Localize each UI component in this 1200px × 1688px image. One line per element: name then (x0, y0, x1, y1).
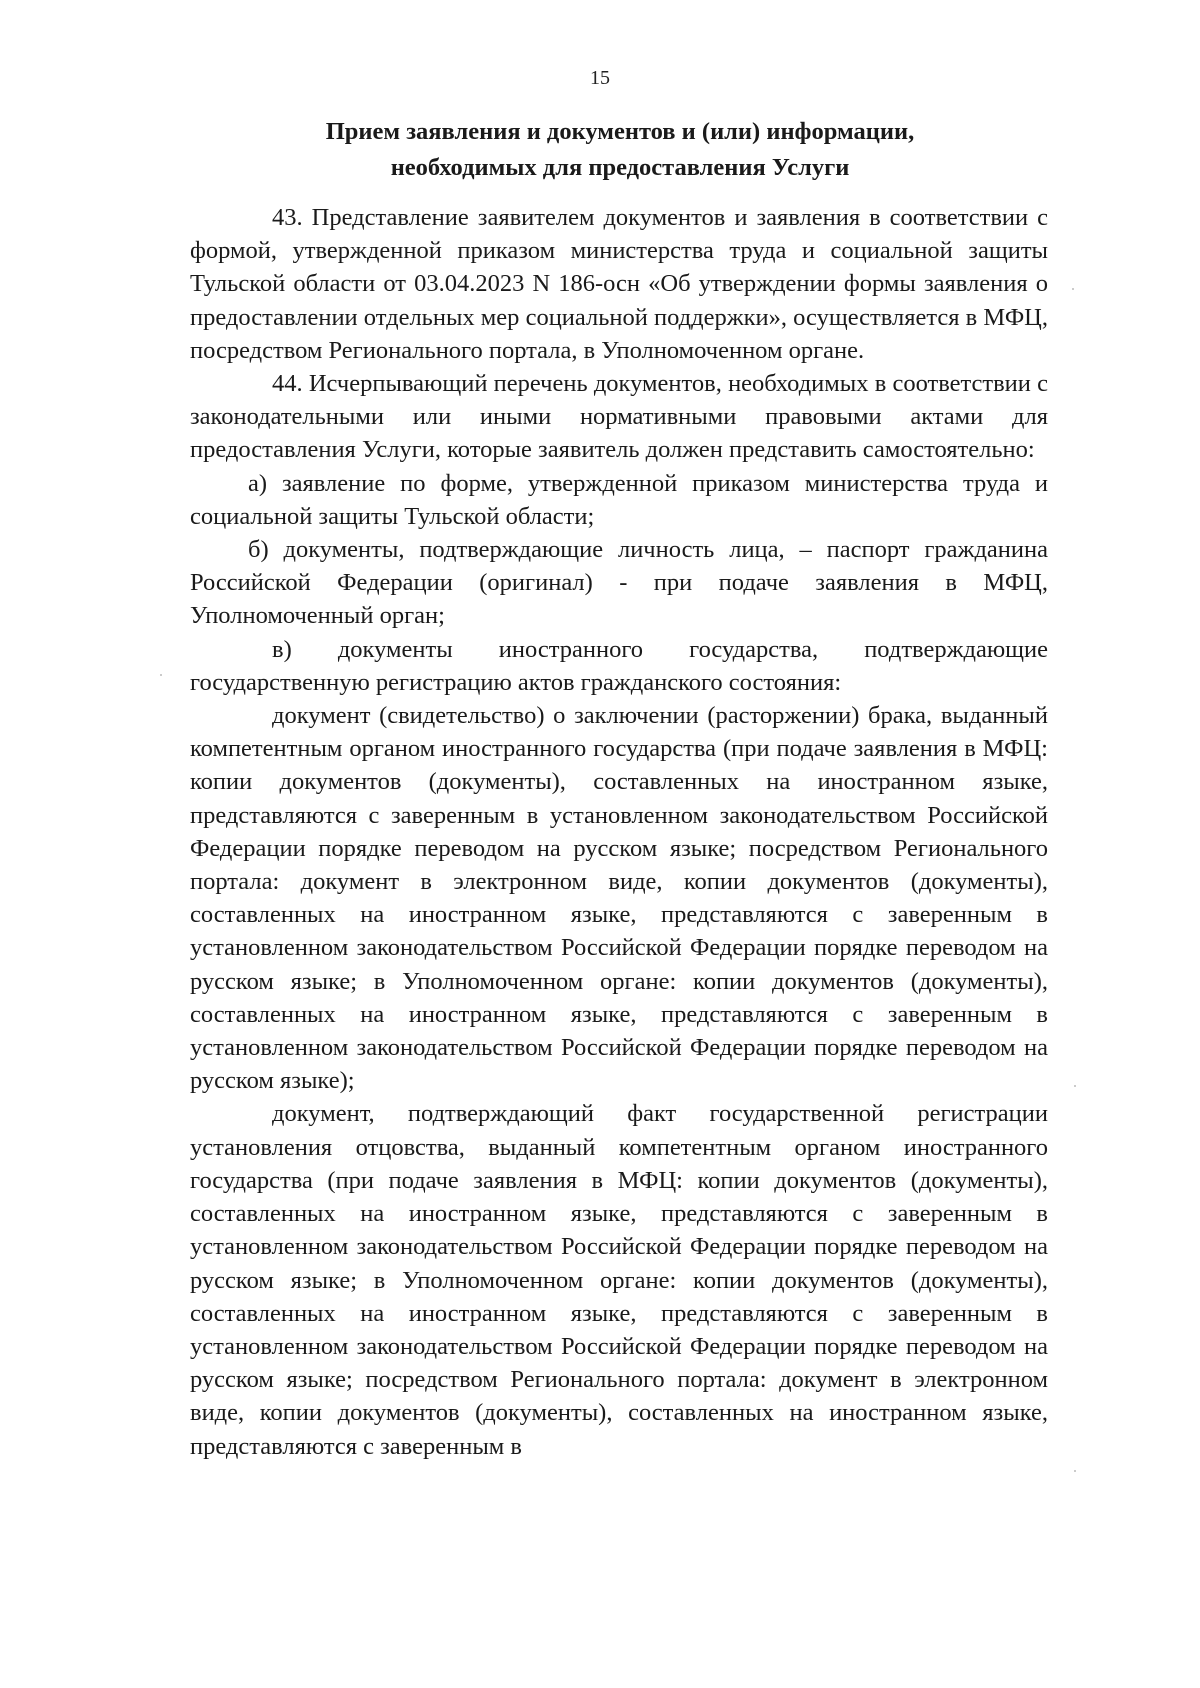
section-heading-line-2: необходимых для предоставления Услуги (390, 154, 850, 181)
scan-artifact (160, 674, 162, 676)
scan-artifact (1074, 1085, 1076, 1087)
list-item-b: б) документы, подтверждающие личность лица, – паспорт гражданина Российской Федерации (оригинал) - при подаче заявления в МФЦ, Уполномоченный орган; (190, 536, 1048, 630)
paragraph-43: 43. Представление заявителем документов и заявления в соответствии с формой, утвержденной приказом министерства труда и социальной защиты Тульской области от 03.04.2023 N 186-осн «Об утверждении формы заявления о предоставлении отдельных мер социальной поддержки», осуществляется в МФЦ, посредством Регионального портала, в Уполномоченном органе. (190, 204, 1048, 364)
paragraph-marriage-document: документ (свидетельство) о заключении (расторжении) брака, выданный компетентным органом иностранного государства (при подаче заявления в МФЦ: копии документов (документы), составленных на иностранном языке, представляются с заверенным в установленном законодательством Российской Федерации порядке переводом на русском языке; посредством Регионального портала: документ в электронном виде, копии документов (документы), составленных на иностранном языке, представляются с заверенным в установленном законодательством Российской Федерации порядке переводом на русском языке; в Уполномоченном органе: копии документов (документы), составленных на иностранном языке, представляются с заверенным в установленном законодательством Российской Федерации порядке переводом на русском языке); (190, 702, 1048, 1095)
page-number: 15 (590, 67, 610, 89)
section-heading (180, 114, 1060, 186)
paragraph-paternity-document: документ, подтверждающий факт государственной регистрации установления отцовства, выданный компетентным органом иностранного государства (при подаче заявления в МФЦ: копии документов (документы), составленных на иностранном языке, представляются с заверенным в установленном законодательством Российской Федерации порядке переводом на русском языке; в Уполномоченном органе: копии документов (документы), составленных на иностранном языке, представляются с заверенным в установленном законодательством Российской Федерации порядке переводом на русском языке; посредством Регионального портала: документ в электронном виде, копии документов (документы), составленных на иностранном языке, представляются с заверенным в (190, 1100, 1048, 1460)
scan-artifact (1072, 288, 1074, 290)
list-item-a: а) заявление по форме, утвержденной приказом министерства труда и социальной защиты Тульской области; (190, 469, 1048, 530)
document-body (190, 201, 1048, 1463)
list-item-v: в) документы иностранного государства, подтверждающие государственную регистрацию актов гражданского состояния: (190, 635, 1048, 696)
scan-artifact (1074, 1470, 1076, 1472)
section-heading-line-1: Прием заявления и документов и (или) информации, (325, 118, 915, 145)
paragraph-44: 44. Исчерпывающий перечень документов, необходимых в соответствии с законодательными или иными нормативными правовыми актами для предоставления Услуги, которые заявитель должен представить самостоятельно: (190, 370, 1048, 464)
